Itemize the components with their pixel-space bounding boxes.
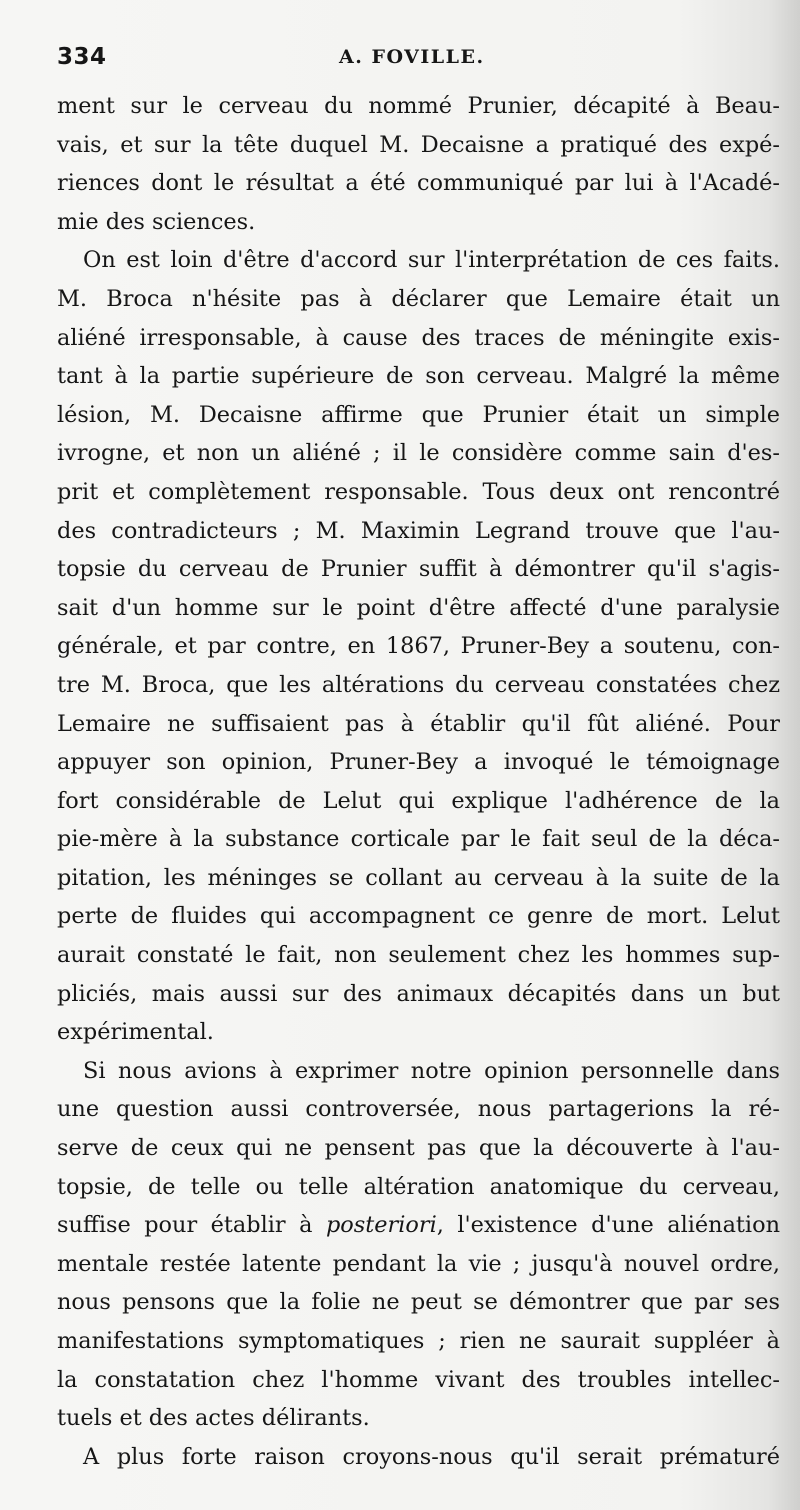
text-line: manifestations symptomatiques ; rien ne saurait suppléer à <box>57 1328 780 1354</box>
text-line: mentale restée latente pendant la vie ; jusqu'à nouvel ordre, <box>57 1250 780 1277</box>
text-line: tant à la partie supérieure de son cerveau. Malgré la même <box>57 363 780 390</box>
text-line: aliéné irresponsable, à cause des traces de méningite exis- <box>57 324 780 351</box>
text-line: mie des sciences. <box>57 208 256 235</box>
text-line: vais, et sur la tête duquel M. Decaisne a pratiqué des expé- <box>57 131 780 158</box>
italic-term: posteriori <box>325 1212 437 1239</box>
text-line-part: suffise pour établir à <box>57 1212 326 1239</box>
text-line: une question aussi controversée, nous partagerions la ré- <box>57 1096 780 1123</box>
text-line-part: , l'existence d'une aliénation <box>436 1212 780 1239</box>
text-line: riences dont le résultat a été communiqué par lui à l'Acadé- <box>57 170 780 197</box>
text-line: serve de ceux qui ne pensent pas que la découverte à l'au- <box>57 1135 780 1162</box>
text-line: la constatation chez l'homme vivant des troubles intellec- <box>57 1366 780 1393</box>
body-text <box>57 87 780 1476</box>
text-line: lésion, M. Decaisne affirme que Prunier était un simple <box>57 401 780 428</box>
text-line: appuyer son opinion, Pruner-Bey a invoqué le témoignage <box>57 749 780 776</box>
text-line: aurait constaté le fait, non seulement chez les hommes sup- <box>57 942 780 969</box>
text-line: tuels et des actes délirants. <box>57 1405 370 1432</box>
page-header <box>57 44 757 78</box>
text-line: pitation, les méninges se collant au cerveau à la suite de la <box>57 864 780 891</box>
text-line: pliciés, mais aussi sur des animaux décapités dans un but <box>57 980 780 1007</box>
text-line: sait d'un homme sur le point d'être affecté d'une paralysie <box>57 594 780 621</box>
text-line: M. Broca n'hésite pas à déclarer que Lemaire était un <box>57 285 780 312</box>
text-line: prit et complètement responsable. Tous deux ont rencontré <box>57 478 780 505</box>
page-number: 334 <box>57 44 107 70</box>
text-line: générale, et par contre, en 1867, Pruner-Bey a soutenu, con- <box>57 633 780 660</box>
text-line: topsie du cerveau de Prunier suffit à démontrer qu'il s'agis- <box>57 556 780 583</box>
text-line: Si nous avions à exprimer notre opinion personnelle dans <box>83 1057 780 1084</box>
text-line: perte de fluides qui accompagnent ce genre de mort. Lelut <box>57 903 780 930</box>
text-line: topsie, de telle ou telle altération anatomique du cerveau, <box>57 1173 780 1200</box>
text-line: fort considérable de Lelut qui explique l'adhérence de la <box>57 787 780 814</box>
text-line: tre M. Broca, que les altérations du cerveau constatées chez <box>57 671 780 698</box>
text-line: des contradicteurs ; M. Maximin Legrand trouve que l'au- <box>57 517 780 544</box>
text-line <box>57 1206 780 1245</box>
text-line: ivrogne, et non un aliéné ; il le considère comme sain d'es- <box>57 440 780 467</box>
text-line: pie-mère à la substance corticale par le fait seul de la déca- <box>57 826 780 853</box>
text-line: On est loin d'être d'accord sur l'interprétation de ces faits. <box>83 247 780 274</box>
text-line: expérimental. <box>57 1019 214 1046</box>
running-head: A. FOVILLE. <box>339 46 485 68</box>
text-line: A plus forte raison croyons-nous qu'il serait prématuré <box>83 1443 780 1470</box>
text-line: ment sur le cerveau du nommé Prunier, décapité à Beau- <box>57 93 780 119</box>
text-line: nous pensons que la folie ne peut se démontrer que par ses <box>57 1289 780 1316</box>
text-line: Lemaire ne suffisaient pas à établir qu'il fût aliéné. Pour <box>57 710 780 737</box>
